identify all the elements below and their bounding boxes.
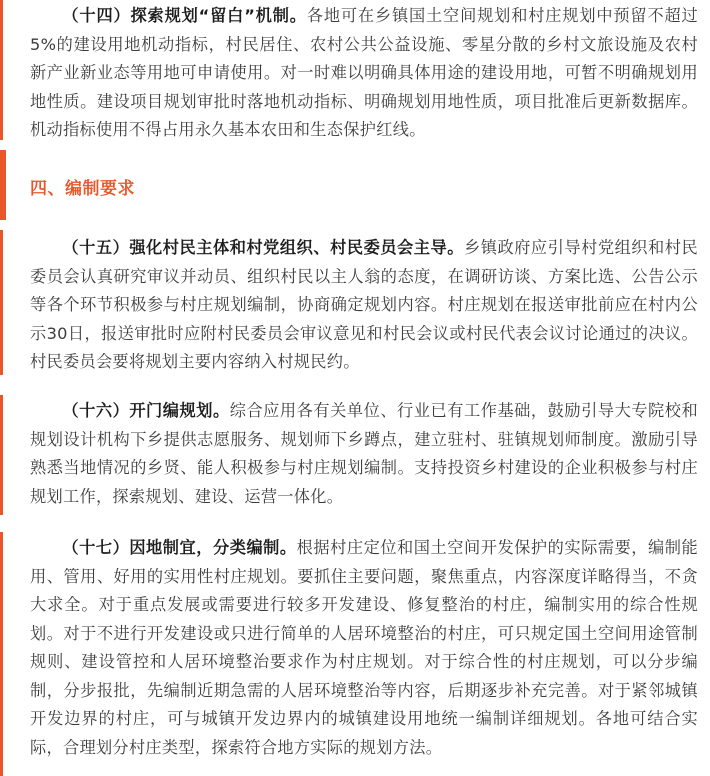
section-14-block (0, 0, 710, 140)
section-17-paragraph (30, 534, 698, 762)
section-17-lead: （十七）因地制宜，分类编制。 (62, 538, 297, 557)
section-15-text: 乡镇政府应引导村党组织和村民委员会认真研究审议并动员、组织村民以主人翁的态度，在调研访谈、方案比选、公告公示等各个环节积极参与村庄规划编制，协商确定规划内容。村庄规划在报送审批前应在村内公示30日，报送审批时应附村民委员会审议意见和村民会议或村民代表会议讨论通过的决议。村民委员会要将规划主要内容纳入村规民约。 (30, 238, 698, 371)
section-16-text: 综合应用各有关单位、行业已有工作基础，鼓励引导大专院校和规划设计机构下乡提供志愿服务、规划师下乡蹲点，建立驻村、驻镇规划师制度。激励引导熟悉当地情况的乡贤、能人积极参与村庄规划编制。支持投资乡村建设的企业积极参与村庄规划工作，探索规划、建设、运营一体化。 (30, 401, 698, 506)
section-14-lead: （十四）探索规划“留白”机制。 (62, 6, 307, 25)
section-15-paragraph (30, 234, 698, 377)
section-16-block (0, 395, 710, 515)
section-17-text: 根据村庄定位和国土空间开发保护的实际需要，编制能用、管用、好用的实用性村庄规划。要抓住主要问题，聚焦重点，内容深度详略得当，不贪大求全。对于重点发展或需要进行较多开发建设、修复整治的村庄，编制实用的综合性规划。对于不进行开发建设或只进行简单的人居环境整治的村庄，可只规定国土空间用途管制规则、建设管控和人居环境整治要求作为村庄规划。对于综合性的村庄规划，可以分步编制，分步报批，先编制近期急需的人居环境整治等内容，后期逐步补充完善。对于紧邻城镇开发边界的村庄，可与城镇开发边界内的城镇建设用地统一编制详细规划。各地可结合实际，合理划分村庄类型，探索符合地方实际的规划方法。 (30, 538, 698, 757)
section-15-lead: （十五）强化村民主体和村党组织、村民委员会主导。 (62, 238, 464, 257)
section-16-paragraph (30, 397, 698, 511)
section-17-block (0, 532, 710, 776)
section-14-paragraph (30, 2, 698, 145)
section-heading: 四、编制要求 (30, 179, 135, 199)
section-16-lead: （十六）开门编规划。 (62, 401, 230, 420)
section-14-text: 各地可在乡镇国土空间规划和村庄规划中预留不超过5%的建设用地机动指标，村民居住、农村公共公益设施、零星分散的乡村文旅设施及农村新产业新业态等用地可申请使用。对一时难以明确具体用途的建设用地，可暂不明确规划用地性质。建设项目规划审批时落地机动指标、明确规划用地性质，项目批准后更新数据库。机动指标使用不得占用永久基本农田和生态保护红线。 (30, 6, 699, 139)
section-15-block (0, 230, 710, 375)
section-heading-block (0, 150, 710, 220)
